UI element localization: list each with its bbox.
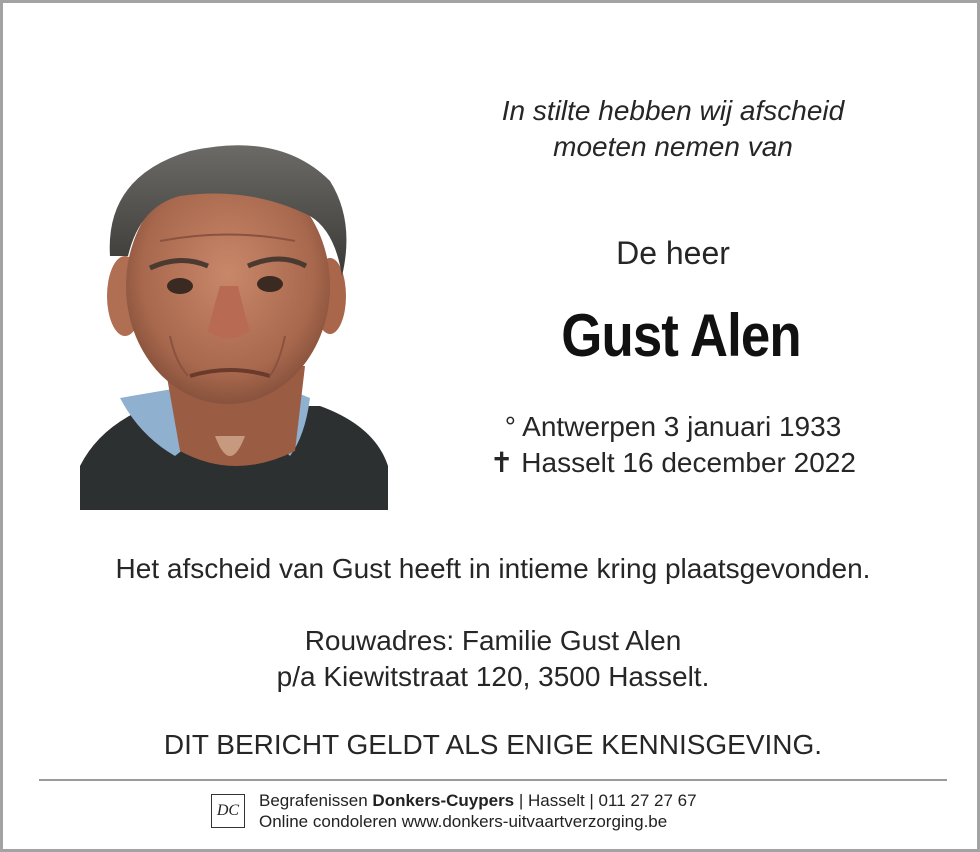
honorific: De heer bbox=[616, 235, 730, 271]
footer-website-line: Online condoleren www.donkers-uitvaartverzorging.be bbox=[259, 812, 668, 831]
intro-line: In stilte hebben wij afscheid bbox=[501, 95, 845, 126]
footer-contact-line bbox=[259, 790, 697, 811]
birth-line: ° Antwerpen 3 januari 1933 bbox=[504, 411, 842, 442]
footer-text bbox=[259, 790, 697, 832]
death-line: ✝ Hasselt 16 december 2022 bbox=[490, 447, 856, 478]
funeral-home-logo: DC bbox=[211, 794, 245, 828]
deceased-name: Gust Alen bbox=[561, 302, 801, 369]
funeral-home-footer bbox=[211, 789, 697, 833]
funeral-home-name: Donkers-Cuypers bbox=[372, 791, 515, 810]
footer-contact: | Hasselt | 011 27 27 67 bbox=[514, 791, 697, 810]
footer-divider bbox=[39, 779, 947, 781]
intro-text bbox=[423, 93, 923, 165]
notice-text: DIT BERICHT GELDT ALS ENIGE KENNISGEVING. bbox=[163, 729, 823, 760]
farewell-text: Het afscheid van Gust heeft in intieme kring plaatsgevonden. bbox=[115, 553, 871, 584]
portrait-photo bbox=[80, 136, 388, 510]
life-dates bbox=[423, 409, 923, 481]
address-line: p/a Kiewitstraat 120, 3500 Hasselt. bbox=[276, 661, 710, 692]
address-line: Rouwadres: Familie Gust Alen bbox=[304, 625, 682, 656]
intro-line: moeten nemen van bbox=[553, 131, 793, 162]
portrait-illustration bbox=[80, 136, 388, 510]
footer-prefix: Begrafenissen bbox=[259, 791, 368, 810]
mourning-address bbox=[3, 623, 980, 695]
